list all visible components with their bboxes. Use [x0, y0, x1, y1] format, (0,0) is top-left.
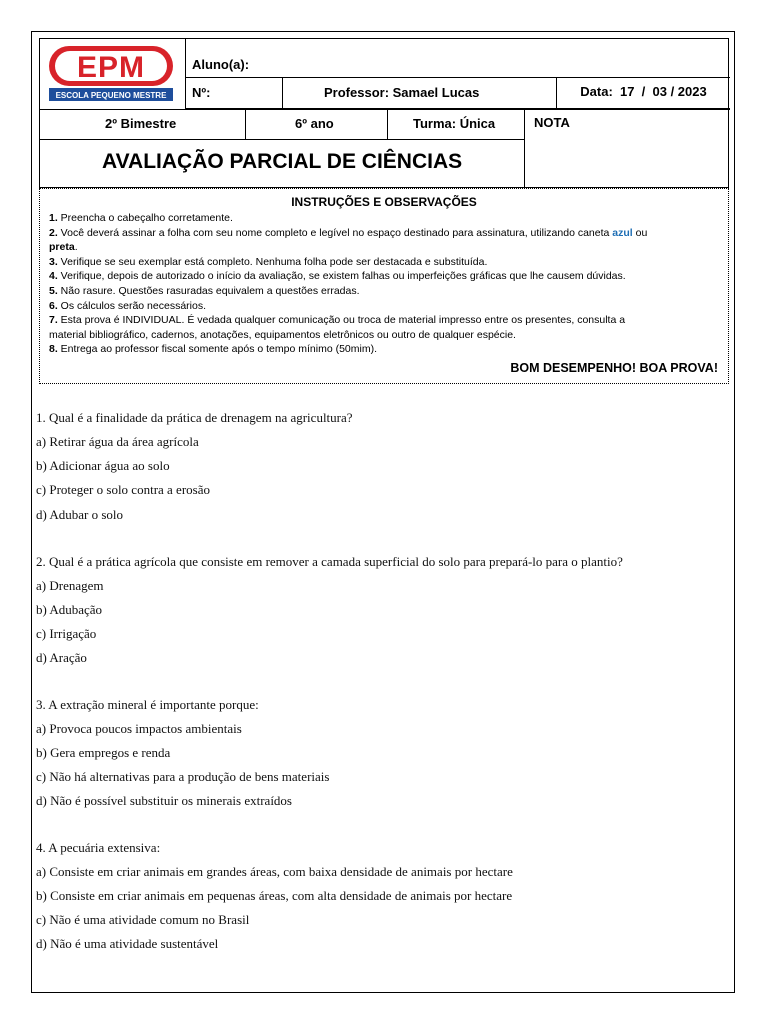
option-2b[interactable]: b) Adubação	[36, 602, 103, 617]
school-logo	[40, 39, 186, 109]
exam-header	[39, 38, 729, 188]
turma-text: Turma: Única	[413, 116, 496, 131]
question-2: 2. Qual é a prática agrícola que consiste em remover a camada superficial do solo para prepará-lo para o plantio?	[36, 554, 623, 569]
option-4b[interactable]: b) Consiste em criar animais em pequenas áreas, com alta densidade de animais por hectare	[36, 888, 513, 903]
epm-logo-icon	[40, 39, 185, 109]
ano-text: 6º ano	[295, 116, 334, 131]
question-4: 4. A pecuária extensiva:	[36, 840, 161, 855]
instructions-list	[49, 211, 718, 357]
instruction-item: 2. Você deverá assinar a folha com seu nome completo e legível no espaço destinado para assinatura, utilizando caneta azul ou	[49, 226, 648, 239]
option-1b[interactable]: b) Adicionar água ao solo	[36, 458, 170, 473]
option-3b[interactable]: b) Gera empregos e renda	[36, 745, 171, 760]
aluno-label: Aluno(a):	[192, 57, 250, 72]
instructions-box	[39, 188, 729, 384]
option-4c[interactable]: c) Não é uma atividade comum no Brasil	[36, 912, 250, 927]
option-3a[interactable]: a) Provoca poucos impactos ambientais	[36, 721, 242, 736]
exam-title: AVALIAÇÃO PARCIAL DE CIÊNCIAS	[102, 150, 463, 173]
instruction-item-continued: material bibliográfico, cadernos, anotações, equipamentos eletrônicos ou outro de qualquer espécie.	[49, 328, 516, 341]
instruction-item: 6. Os cálculos serão necessários.	[49, 299, 206, 312]
instruction-item: 4. Verifique, depois de autorizado o início da avaliação, se existem falhas ou imperfeições gráficas que lhe causem dúvidas.	[49, 270, 626, 283]
closing-message: BOM DESEMPENHO! BOA PROVA!	[510, 361, 718, 375]
instruction-item: 7. Esta prova é INDIVIDUAL. É vedada qualquer comunicação ou troca de material impresso entre os presentes, consulta a	[49, 314, 626, 327]
option-1d[interactable]: d) Adubar o solo	[36, 507, 124, 522]
option-1a[interactable]: a) Retirar água da área agrícola	[36, 434, 199, 449]
instructions-title: INSTRUÇÕES E OBSERVAÇÕES	[291, 195, 477, 209]
svg-text:ESCOLA PEQUENO MESTRE: ESCOLA PEQUENO MESTRE	[55, 91, 167, 100]
instruction-item: 3. Verifique se seu exemplar está completo. Nenhuma folha pode ser destacada e substituída.	[49, 255, 488, 268]
instruction-item: 5. Não rasure. Questões rasuradas equivalem a questões erradas.	[49, 284, 360, 297]
option-2c[interactable]: c) Irrigação	[36, 626, 97, 641]
option-4a[interactable]: a) Consiste em criar animais em grandes áreas, com baixa densidade de animais por hectare	[36, 864, 513, 879]
instruction-item-continued: preta.	[49, 241, 78, 254]
option-1c[interactable]: c) Proteger o solo contra a erosão	[36, 482, 210, 497]
data-cell	[557, 78, 730, 109]
nota-label: NOTA	[534, 115, 570, 130]
option-3d[interactable]: d) Não é possível substituir os minerais extraídos	[36, 793, 292, 808]
question-1: 1. Qual é a finalidade da prática de drenagem na agricultura?	[36, 410, 353, 425]
option-4d[interactable]: d) Não é uma atividade sustentável	[36, 936, 219, 951]
option-2a[interactable]: a) Drenagem	[36, 578, 104, 593]
professor-text: Professor: Samael Lucas	[324, 85, 480, 100]
turma-cell	[388, 110, 525, 140]
bimestre-text: 2º Bimestre	[105, 116, 177, 131]
bimestre-cell	[40, 110, 246, 140]
aluno-cell[interactable]	[185, 39, 730, 78]
option-2d[interactable]: d) Aração	[36, 650, 87, 665]
numero-label: Nº:	[192, 85, 211, 100]
ano-cell	[246, 110, 388, 140]
option-3c[interactable]: c) Não há alternativas para a produção de bens materiais	[36, 769, 330, 784]
svg-text:EPM: EPM	[76, 51, 146, 84]
title-cell	[40, 140, 525, 188]
nota-cell[interactable]	[525, 110, 730, 188]
question-3: 3. A extração mineral é importante porque:	[36, 697, 259, 712]
instruction-item: 1. Preencha o cabeçalho corretamente.	[49, 212, 233, 224]
professor-cell	[283, 78, 557, 109]
date-text: Data: 17 / 03 / 2023	[580, 84, 707, 99]
numero-cell[interactable]	[185, 78, 283, 109]
instruction-item: 8. Entrega ao professor fiscal somente após o tempo mínimo (50mim).	[49, 343, 377, 356]
